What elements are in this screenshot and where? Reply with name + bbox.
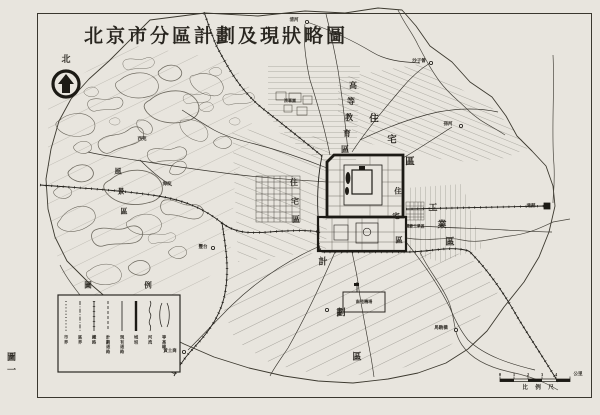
map-frame — [37, 13, 592, 398]
scale-unit: 公里 — [573, 371, 583, 376]
scale-tick-2: 2 — [526, 372, 530, 377]
place-label-xiyuan: 西苑 — [137, 136, 147, 141]
scale-tick-1: 1 — [512, 372, 516, 377]
map-title: 北京市分區計劃及現狀略圖 — [84, 26, 349, 47]
legend-label-contour: 等高線 — [162, 335, 168, 350]
scale-tick-4: 4 — [554, 372, 558, 377]
legend-label-river: 河流 — [148, 335, 154, 345]
place-label-shaziying: 沙子營 — [412, 58, 426, 63]
place-label-model-industrial: 模範工業區 — [405, 224, 425, 229]
place-label-fengtai: 豐台 — [198, 244, 208, 249]
legend-label-district-boundary: 區界 — [78, 335, 84, 345]
legend-label-existing-road: 現有道路 — [120, 335, 126, 354]
legend-label-city-wall: 城垣 — [134, 335, 140, 345]
place-label-nanyuan-airport: 南苑機場 — [355, 299, 373, 304]
place-label-majuqiao: 馬駒橋 — [434, 325, 448, 330]
compass-north-label: 北 — [61, 54, 71, 64]
legend-label-city-boundary: 市界 — [64, 335, 70, 345]
place-label-qinghe: 清河 — [289, 17, 299, 22]
place-label-sunhe: 孫河 — [443, 121, 453, 126]
scale-tick-0: 0 — [498, 372, 502, 377]
figure-number: 圖一 — [6, 352, 16, 378]
scale-tick-3: 3 — [540, 372, 544, 377]
place-label-tongxian: 通縣 — [526, 203, 536, 208]
legend-label-railway: 鐵路 — [92, 335, 98, 345]
label-overlay: 高 等 教 育 區 住 宅 區 住 宅 區 住 宅 區 工 業 區 計 劃 區 風 景 區 圖 例 市界 區界 鐵路 計劃道路 現有道路 城垣 河流 等高線 清河 沙子營 孫河 通縣 清華園 西苑 海淀 豐台 模範工業區 南苑機場 馬駒橋 黃土崗 0 1 2 3 4 公里 比 例 尺 — [64, 17, 583, 392]
place-label-huangtugang: 黃土崗 — [163, 348, 177, 353]
legend-label-planned-road: 計劃道路 — [106, 335, 112, 354]
place-label-haidian: 海淀 — [162, 181, 172, 186]
place-label-qinghuayuan: 清華園 — [284, 98, 296, 103]
